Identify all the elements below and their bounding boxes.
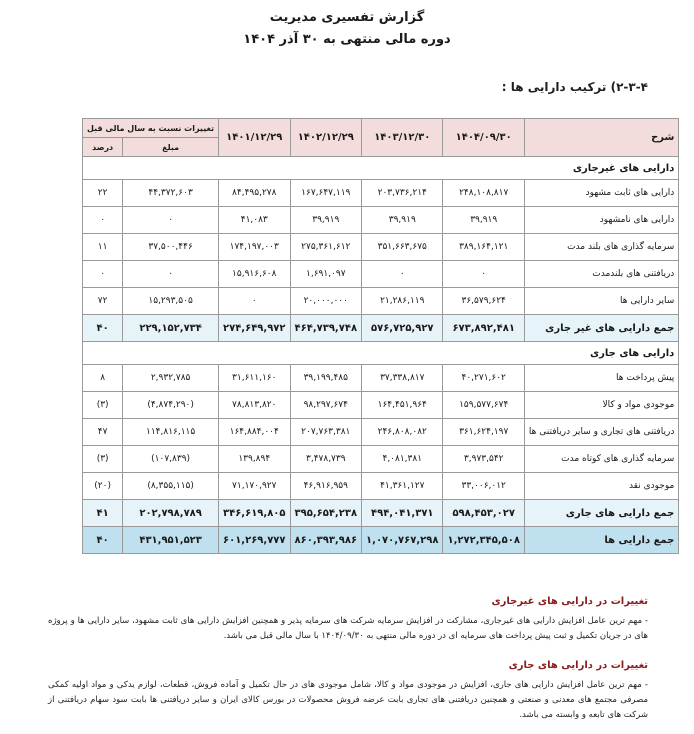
table-row xyxy=(83,261,679,288)
cell-value: ۲۰۳,۷۳۶,۲۱۴ xyxy=(362,180,443,207)
cell-value: ۳۹۵,۶۵۴,۲۳۸ xyxy=(290,500,362,527)
subtotal-row-current xyxy=(83,500,679,527)
row-description: جمع دارایی های جاری xyxy=(524,500,678,527)
cell-value: ۹۸,۲۹۷,۶۷۴ xyxy=(290,392,362,419)
cell-change-amount: ۱۱۴,۸۱۶,۱۱۵ xyxy=(123,419,219,446)
cell-value: ۳۵۱,۶۶۳,۶۷۵ xyxy=(362,234,443,261)
report-subtitle: دوره مالی منتهی به ۳۰ آذر ۱۴۰۴ xyxy=(243,32,451,47)
cell-value: ۳۹,۹۱۹ xyxy=(362,207,443,234)
row-description: سرمایه گذاری های کوتاه مدت xyxy=(524,446,678,473)
cell-value: ۳,۹۷۳,۵۴۲ xyxy=(443,446,524,473)
cell-change-amount: ۲۲۹,۱۵۲,۷۳۴ xyxy=(123,315,219,342)
cell-value: ۴۱,۳۶۱,۱۲۷ xyxy=(362,473,443,500)
cell-value: ۱,۲۷۲,۳۴۵,۵۰۸ xyxy=(443,527,524,554)
cell-value: ۰ xyxy=(218,288,290,315)
cell-change-percent: ۱۱ xyxy=(83,234,123,261)
cell-change-amount: ۱۵,۲۹۳,۵۰۵ xyxy=(123,288,219,315)
cell-value: ۷۸,۸۱۳,۸۲۰ xyxy=(218,392,290,419)
table-row xyxy=(83,392,679,419)
cell-value: ۳۷,۳۳۸,۸۱۷ xyxy=(362,365,443,392)
cell-value: ۱۶۷,۶۴۷,۱۱۹ xyxy=(290,180,362,207)
cell-value: ۳۱,۶۱۱,۱۶۰ xyxy=(218,365,290,392)
cell-value: ۳۹,۹۱۹ xyxy=(443,207,524,234)
cell-change-percent: ۰ xyxy=(83,261,123,288)
cell-value: ۱,۶۹۱,۰۹۷ xyxy=(290,261,362,288)
header-period-2: ۱۴۰۳/۱۲/۳۰ xyxy=(362,119,443,157)
table-row xyxy=(83,207,679,234)
cell-value: ۳۹,۱۹۹,۴۸۵ xyxy=(290,365,362,392)
cell-value: ۳۶۱,۶۲۴,۱۹۷ xyxy=(443,419,524,446)
row-description: سرمایه گذاری های بلند مدت xyxy=(524,234,678,261)
cell-value: ۶۰۱,۲۶۹,۷۷۷ xyxy=(218,527,290,554)
row-description: جمع دارایی ها xyxy=(524,527,678,554)
table-row xyxy=(83,365,679,392)
cell-value: ۳۹,۹۱۹ xyxy=(290,207,362,234)
row-description: پیش پرداخت ها xyxy=(524,365,678,392)
section-title: ۲-۳-۴) ترکیب دارایی ها : xyxy=(501,80,648,94)
cell-change-percent: ۷۲ xyxy=(83,288,123,315)
row-description: جمع دارایی های غیر جاری xyxy=(524,315,678,342)
cell-value: ۱۵۹,۵۷۷,۶۷۴ xyxy=(443,392,524,419)
header-amount: مبلغ xyxy=(123,138,219,157)
cell-value: ۴۰,۲۷۱,۶۰۲ xyxy=(443,365,524,392)
cell-value: ۲۷۴,۶۴۹,۹۷۲ xyxy=(218,315,290,342)
cell-value: ۲۱,۲۸۶,۱۱۹ xyxy=(362,288,443,315)
cell-change-amount: (۸,۳۵۵,۱۱۵) xyxy=(123,473,219,500)
note-body-current: - مهم ترین عامل افزایش دارایی های جاری، افزایش در موجودی مواد و کالا، شامل موجودی های در حال تکمیل و آماده فروش، قطعات، لوازم یدکی و مواد اولیه کمکی مصرفی مجتمع های معدنی و صنعتی و همچنین دریافتنی های تجاری بابت عرضه فروش محصولات در بورس کالای ایران و سایر دریافتنی ها بابت سود سهام دریافتنی از شرکت های تابعه و وابسته می باشد. xyxy=(48,680,648,720)
row-description: دارایی های نامشهود xyxy=(524,207,678,234)
cell-value: ۴۶۴,۷۳۹,۷۴۸ xyxy=(290,315,362,342)
header-period-3: ۱۴۰۲/۱۲/۲۹ xyxy=(290,119,362,157)
row-description: دریافتنی های بلندمدت xyxy=(524,261,678,288)
table-row xyxy=(83,446,679,473)
header-period-4: ۱۴۰۱/۱۲/۲۹ xyxy=(218,119,290,157)
table-row xyxy=(83,234,679,261)
header-period-1: ۱۴۰۴/۰۹/۳۰ xyxy=(443,119,524,157)
row-description: سایر دارایی ها xyxy=(524,288,678,315)
cell-value: ۲۰۷,۷۶۳,۳۸۱ xyxy=(290,419,362,446)
cell-change-amount: ۰ xyxy=(123,207,219,234)
asset-composition-table xyxy=(82,118,679,554)
table-row xyxy=(83,419,679,446)
cell-value: ۴۹۴,۰۴۱,۳۷۱ xyxy=(362,500,443,527)
header-change: تغییرات نسبت به سال مالی قبل xyxy=(83,119,219,138)
cell-value: ۳۴۶,۶۱۹,۸۰۵ xyxy=(218,500,290,527)
cell-value: ۴۱,۰۸۳ xyxy=(218,207,290,234)
cell-change-percent: (۳) xyxy=(83,392,123,419)
cell-change-amount: ۴۳۱,۹۵۱,۵۲۳ xyxy=(123,527,219,554)
row-description: موجودی نقد xyxy=(524,473,678,500)
header-percent: درصد xyxy=(83,138,123,157)
report-title: گزارش تفسیری مدیریت xyxy=(269,10,425,25)
cell-value: ۰ xyxy=(362,261,443,288)
cell-change-amount: ۰ xyxy=(123,261,219,288)
table-row xyxy=(83,180,679,207)
group-title-current: دارایی های جاری xyxy=(83,342,679,365)
cell-value: ۱۶۴,۴۵۱,۹۶۴ xyxy=(362,392,443,419)
cell-value: ۳۸۹,۱۶۴,۱۲۱ xyxy=(443,234,524,261)
cell-change-percent: ۸ xyxy=(83,365,123,392)
cell-change-amount: (۱۰۷,۸۳۹) xyxy=(123,446,219,473)
cell-change-percent: ۲۲ xyxy=(83,180,123,207)
cell-value: ۳۳,۰۰۶,۰۱۲ xyxy=(443,473,524,500)
cell-value: ۲۴۶,۸۰۸,۰۸۲ xyxy=(362,419,443,446)
cell-change-amount: ۲۰۲,۷۹۸,۷۸۹ xyxy=(123,500,219,527)
cell-value: ۲۷۵,۳۶۱,۶۱۲ xyxy=(290,234,362,261)
note-title-noncurrent: تغییرات در دارایی های غیرجاری xyxy=(491,596,648,607)
cell-value: ۵۷۶,۷۲۵,۹۲۷ xyxy=(362,315,443,342)
cell-change-percent: ۰ xyxy=(83,207,123,234)
cell-value: ۲۴۸,۱۰۸,۸۱۷ xyxy=(443,180,524,207)
subtotal-row-noncurrent xyxy=(83,315,679,342)
cell-value: ۱۷۴,۱۹۷,۰۰۳ xyxy=(218,234,290,261)
note-body-noncurrent: - مهم ترین عامل افزایش دارایی های غیرجاری، مشارکت در افزایش سرمایه شرکت های سرمایه پذیر و همچنین افزایش دارایی های ثابت مشهود، سایر دارایی ها و پروژه های در جریان تکمیل و ثبت پیش پرداخت های سرمایه ای در دوره مالی منتهی به ۱۴۰۴/۰۹/۳۰ با سال مالی قبل می باشد. xyxy=(48,616,648,641)
group-title-noncurrent: دارایی های غیرجاری xyxy=(83,157,679,180)
cell-value: ۸۶۰,۳۹۳,۹۸۶ xyxy=(290,527,362,554)
cell-change-amount: (۴,۸۷۴,۲۹۰) xyxy=(123,392,219,419)
cell-value: ۸۴,۴۹۵,۲۷۸ xyxy=(218,180,290,207)
cell-value: ۴۶,۹۱۶,۹۵۹ xyxy=(290,473,362,500)
cell-change-percent: ۴۰ xyxy=(83,315,123,342)
row-description: موجودی مواد و کالا xyxy=(524,392,678,419)
cell-value: ۱۵,۹۱۶,۶۰۸ xyxy=(218,261,290,288)
cell-value: ۱۳۹,۸۹۴ xyxy=(218,446,290,473)
note-title-current: تغییرات در دارایی های جاری xyxy=(508,660,648,671)
row-description: دریافتنی های تجاری و سایر دریافتنی ها xyxy=(524,419,678,446)
cell-value: ۴,۰۸۱,۳۸۱ xyxy=(362,446,443,473)
cell-value: ۵۹۸,۴۵۳,۰۲۷ xyxy=(443,500,524,527)
cell-value: ۲۰,۰۰۰,۰۰۰ xyxy=(290,288,362,315)
header-description: شرح xyxy=(524,119,678,157)
grand-total-row xyxy=(83,527,679,554)
table-row xyxy=(83,473,679,500)
cell-change-percent: ۴۱ xyxy=(83,500,123,527)
cell-value: ۳۶,۵۷۹,۶۲۴ xyxy=(443,288,524,315)
cell-change-percent: (۲۰) xyxy=(83,473,123,500)
cell-change-percent: ۴۰ xyxy=(83,527,123,554)
cell-value: ۱۶۴,۸۸۴,۰۰۴ xyxy=(218,419,290,446)
cell-value: ۰ xyxy=(443,261,524,288)
cell-change-percent: ۴۷ xyxy=(83,419,123,446)
cell-value: ۳,۴۷۸,۷۳۹ xyxy=(290,446,362,473)
cell-change-amount: ۴۴,۳۷۲,۶۰۳ xyxy=(123,180,219,207)
row-description: دارایی های ثابت مشهود xyxy=(524,180,678,207)
cell-value: ۷۱,۱۷۰,۹۲۷ xyxy=(218,473,290,500)
cell-value: ۱,۰۷۰,۷۶۷,۲۹۸ xyxy=(362,527,443,554)
table-row xyxy=(83,288,679,315)
cell-change-amount: ۳۷,۵۰۰,۴۴۶ xyxy=(123,234,219,261)
cell-change-amount: ۲,۹۳۲,۷۸۵ xyxy=(123,365,219,392)
cell-change-percent: (۳) xyxy=(83,446,123,473)
cell-value: ۶۷۳,۸۹۲,۴۸۱ xyxy=(443,315,524,342)
